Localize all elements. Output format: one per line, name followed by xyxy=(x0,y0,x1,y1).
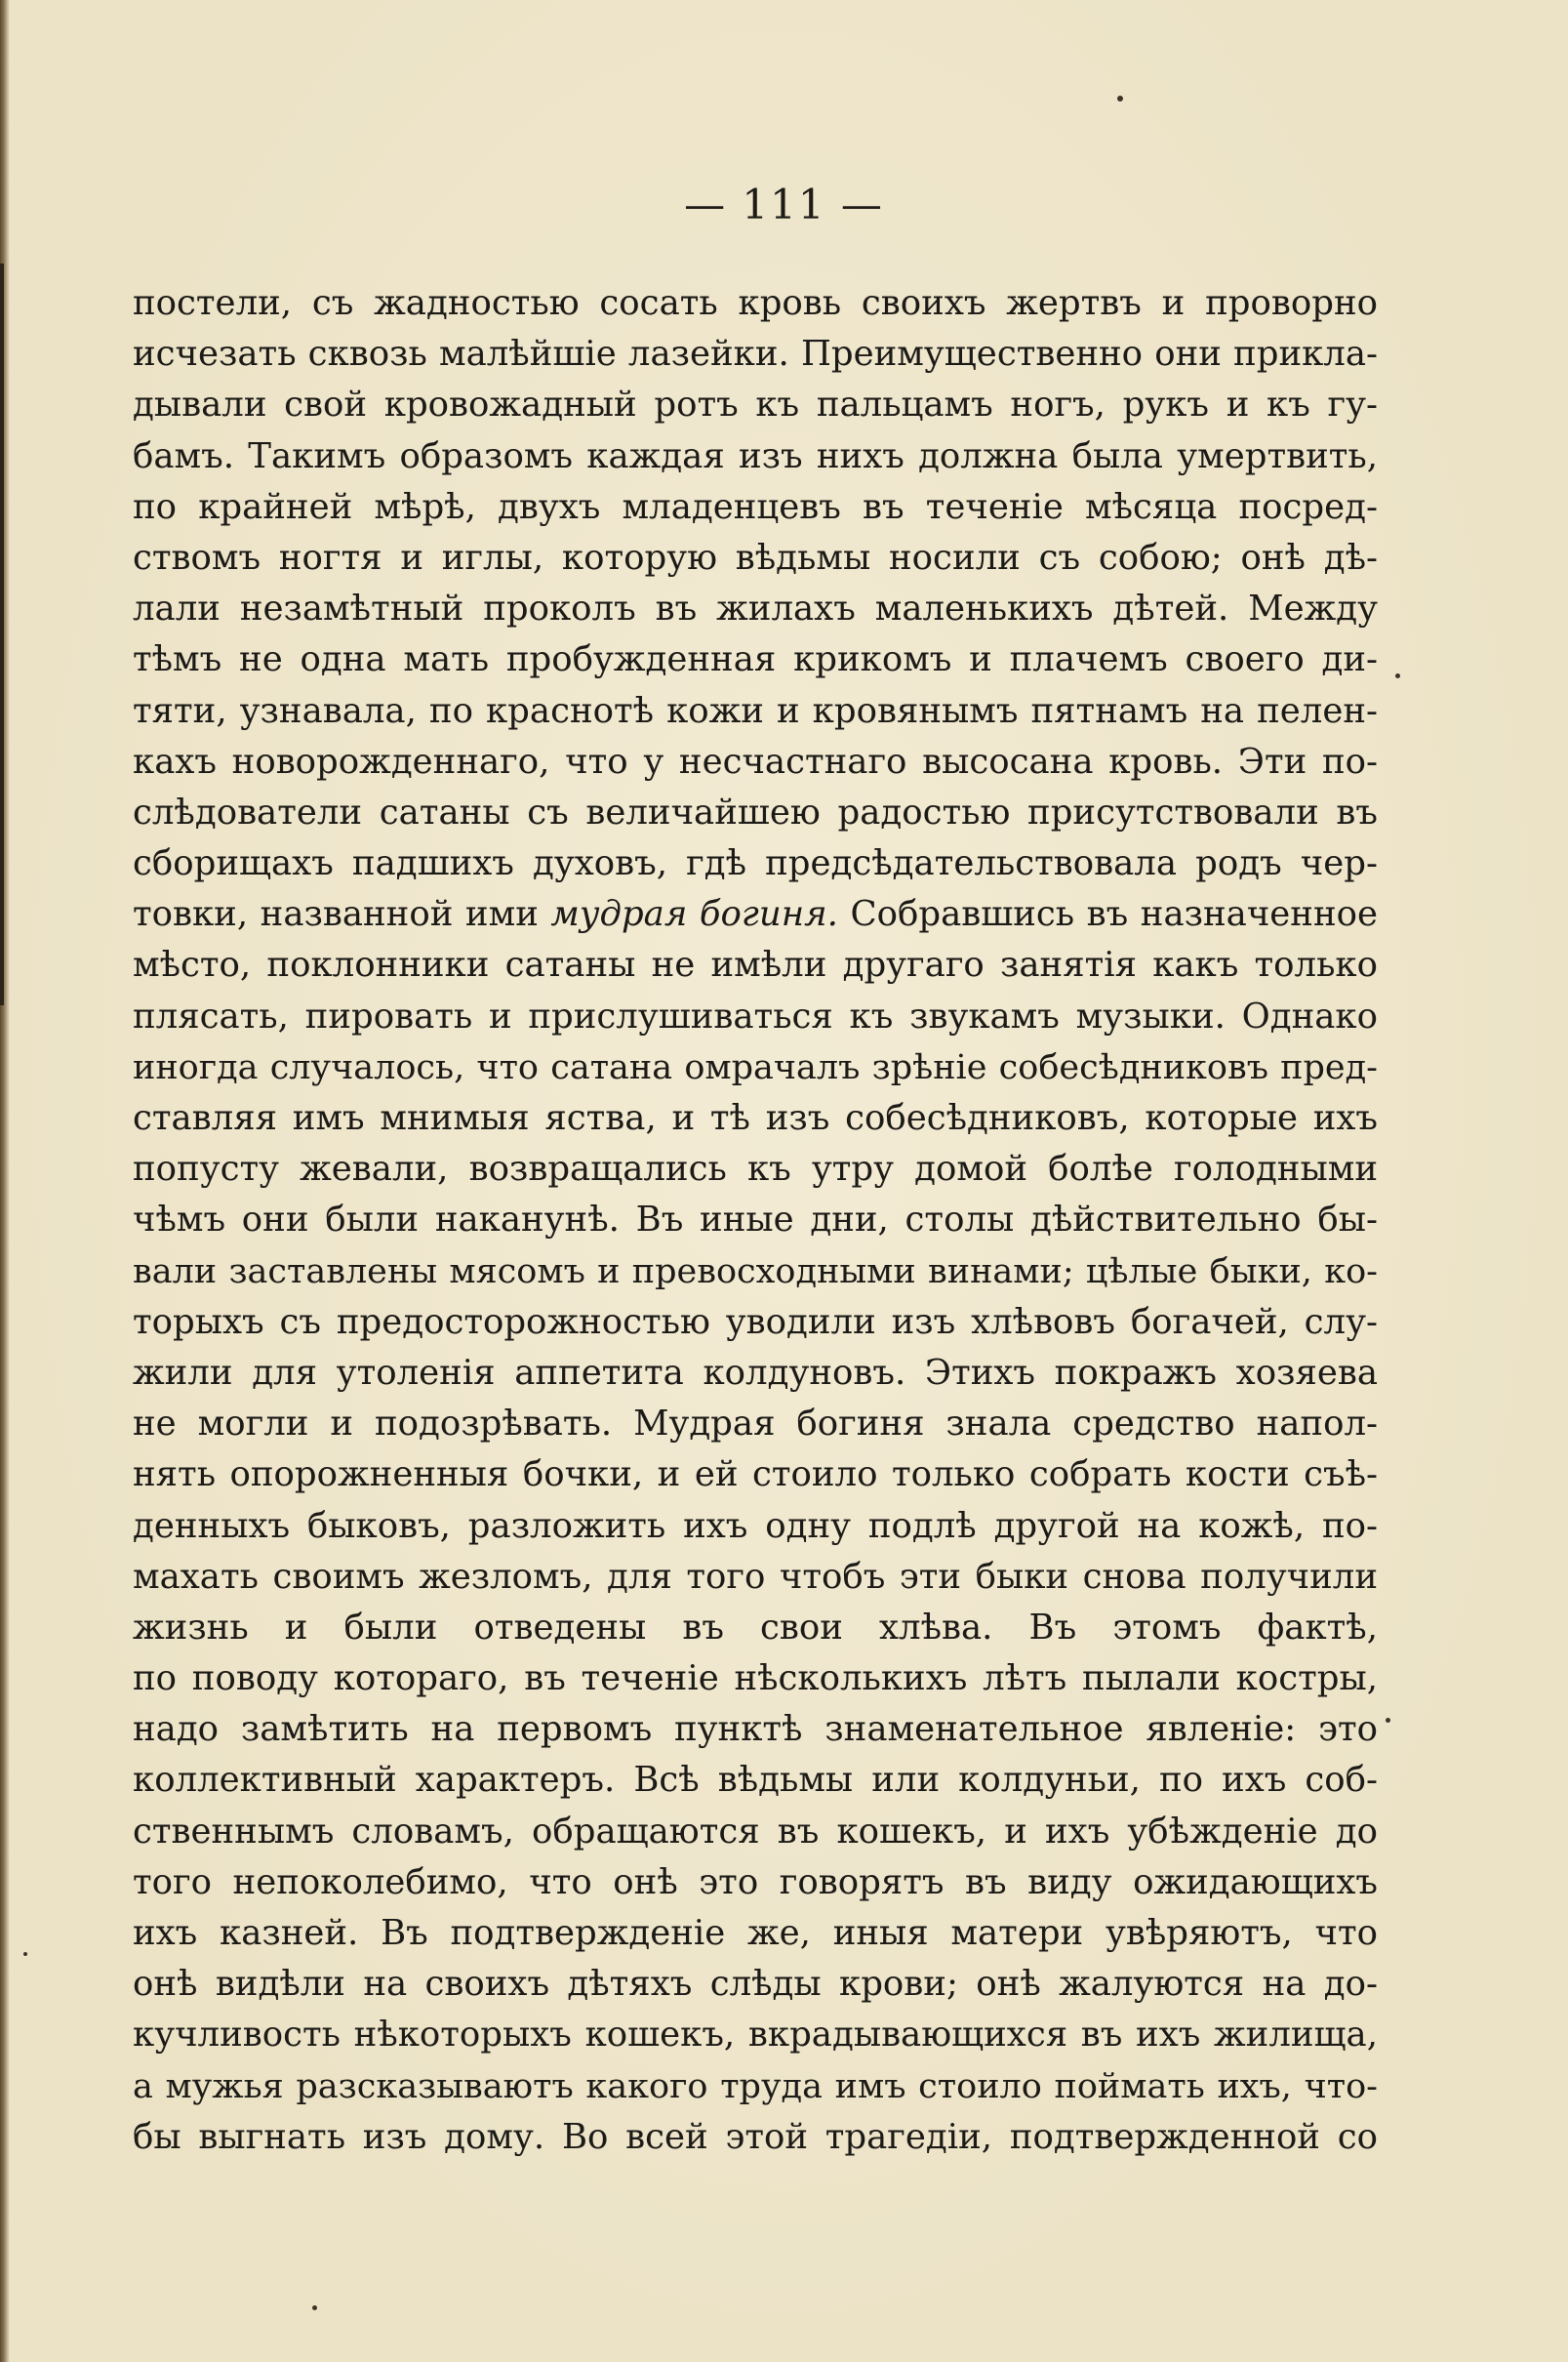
text-line: бы выгнать изъ дому. Во всей этой трагедіи, подтвержденной со xyxy=(133,2116,1378,2157)
text-line: лали незамѣтный проколъ въ жилахъ маленькихъ дѣтей. Между xyxy=(133,589,1378,630)
ink-speck xyxy=(1386,1718,1390,1723)
text-line: жизнь и были отведены въ свои хлѣва. Въ этомъ фактѣ, xyxy=(133,1607,1378,1648)
text-line: тѣмъ не одна мать пробужденная крикомъ и плачемъ своего ди- xyxy=(133,639,1378,680)
ink-speck xyxy=(23,1952,27,1956)
text-line: онѣ видѣли на своихъ дѣтяхъ слѣды крови; онѣ жалуются на до- xyxy=(133,1964,1378,2005)
text-line: иногда случалось, что сатана омрачалъ зрѣніе собесѣдниковъ пред- xyxy=(133,1047,1378,1087)
text-line: по поводу котораго, въ теченіе нѣсколькихъ лѣтъ пылали костры, xyxy=(133,1658,1378,1699)
page-number: — 111 — xyxy=(684,181,884,228)
text-line: вали заставлены мясомъ и превосходными винами; цѣлые быки, ко- xyxy=(133,1251,1378,1291)
text-run: Собравшись въ назначенное xyxy=(837,894,1378,935)
body-text xyxy=(133,278,1378,2163)
text-line: кахъ новорожденнаго, что у несчастнаго высосана кровь. Эти по- xyxy=(133,741,1378,782)
text-line: ственнымъ словамъ, обращаются въ кошекъ, и ихъ убѣжденіе до xyxy=(133,1811,1378,1852)
text-line: по крайней мѣрѣ, двухъ младенцевъ въ теченіе мѣсяца посред- xyxy=(133,486,1378,527)
binding-shadow xyxy=(0,264,4,1005)
ink-speck xyxy=(312,2305,317,2310)
text-line: бамъ. Такимъ образомъ каждая изъ нихъ должна была умертвить, xyxy=(133,435,1378,476)
text-line: жили для утоленія аппетита колдуновъ. Этихъ покражъ хозяева xyxy=(133,1352,1378,1393)
text-line: нять опорожненныя бочки, и ей стоило только собрать кости съѣ- xyxy=(133,1454,1378,1495)
text-line: плясать, пировать и прислушиваться къ звукамъ музыки. Однако xyxy=(133,996,1378,1037)
text-line: сборищахъ падшихъ духовъ, гдѣ предсѣдательствовала родъ чер- xyxy=(133,843,1378,884)
ink-speck xyxy=(1395,673,1400,678)
italic-phrase: мудрая богиня. xyxy=(550,894,838,935)
text-line: кучливость нѣкоторыхъ кошекъ, вкрадывающихся въ ихъ жилища, xyxy=(133,2015,1378,2056)
text-line: исчезать сквозь малѣйшіе лазейки. Преимущественно они прикла- xyxy=(133,334,1378,375)
text-line: мѣсто, поклонники сатаны не имѣли другаго занятія какъ только xyxy=(133,945,1378,986)
text-line: махать своимъ жезломъ, для того чтобъ эти быки снова получили xyxy=(133,1556,1378,1597)
ink-speck xyxy=(1117,96,1123,102)
text-line: дывали свой кровожадный ротъ къ пальцамъ ногъ, рукъ и къ гу- xyxy=(133,385,1378,426)
text-line: а мужья разсказываютъ какого труда имъ стоило поймать ихъ, что- xyxy=(133,2066,1378,2106)
text-line: слѣдователи сатаны съ величайшею радостью присутствовали въ xyxy=(133,792,1378,833)
text-line: ихъ казней. Въ подтвержденіе же, иныя матери увѣряютъ, что xyxy=(133,1913,1378,1953)
text-line: ствомъ ногтя и иглы, которую вѣдьмы носили съ собою; онѣ дѣ- xyxy=(133,537,1378,578)
text-line: постели, съ жадностью сосать кровь своихъ жертвъ и проворно xyxy=(133,283,1378,323)
text-line xyxy=(133,889,1378,940)
text-line: ставляя имъ мнимыя яства, и тѣ изъ собесѣдниковъ, которые ихъ xyxy=(133,1098,1378,1138)
text-run: товки, названной ими xyxy=(133,894,551,935)
text-line: денныхъ быковъ, разложить ихъ одну подлѣ другой на кожѣ, по- xyxy=(133,1505,1378,1546)
text-line: надо замѣтить на первомъ пунктѣ знаменательное явленіе: это xyxy=(133,1709,1378,1750)
text-line: чѣмъ они были наканунѣ. Въ иные дни, столы дѣйствительно бы- xyxy=(133,1200,1378,1241)
text-line: тяти, узнавала, по краснотѣ кожи и кровянымъ пятнамъ на пелен- xyxy=(133,690,1378,731)
text-line: попусту жевали, возвращались къ утру домой болѣе голодными xyxy=(133,1149,1378,1190)
text-line: не могли и подозрѣвать. Мудрая богиня знала средство напол- xyxy=(133,1404,1378,1445)
text-line: торыхъ съ предосторожностью уводили изъ хлѣвовъ богачей, слу- xyxy=(133,1301,1378,1342)
text-line: коллективный характеръ. Всѣ вѣдьмы или колдуньи, по ихъ соб- xyxy=(133,1760,1378,1801)
text-line: того непоколебимо, что онѣ это говорятъ въ виду ожидающихъ xyxy=(133,1861,1378,1902)
